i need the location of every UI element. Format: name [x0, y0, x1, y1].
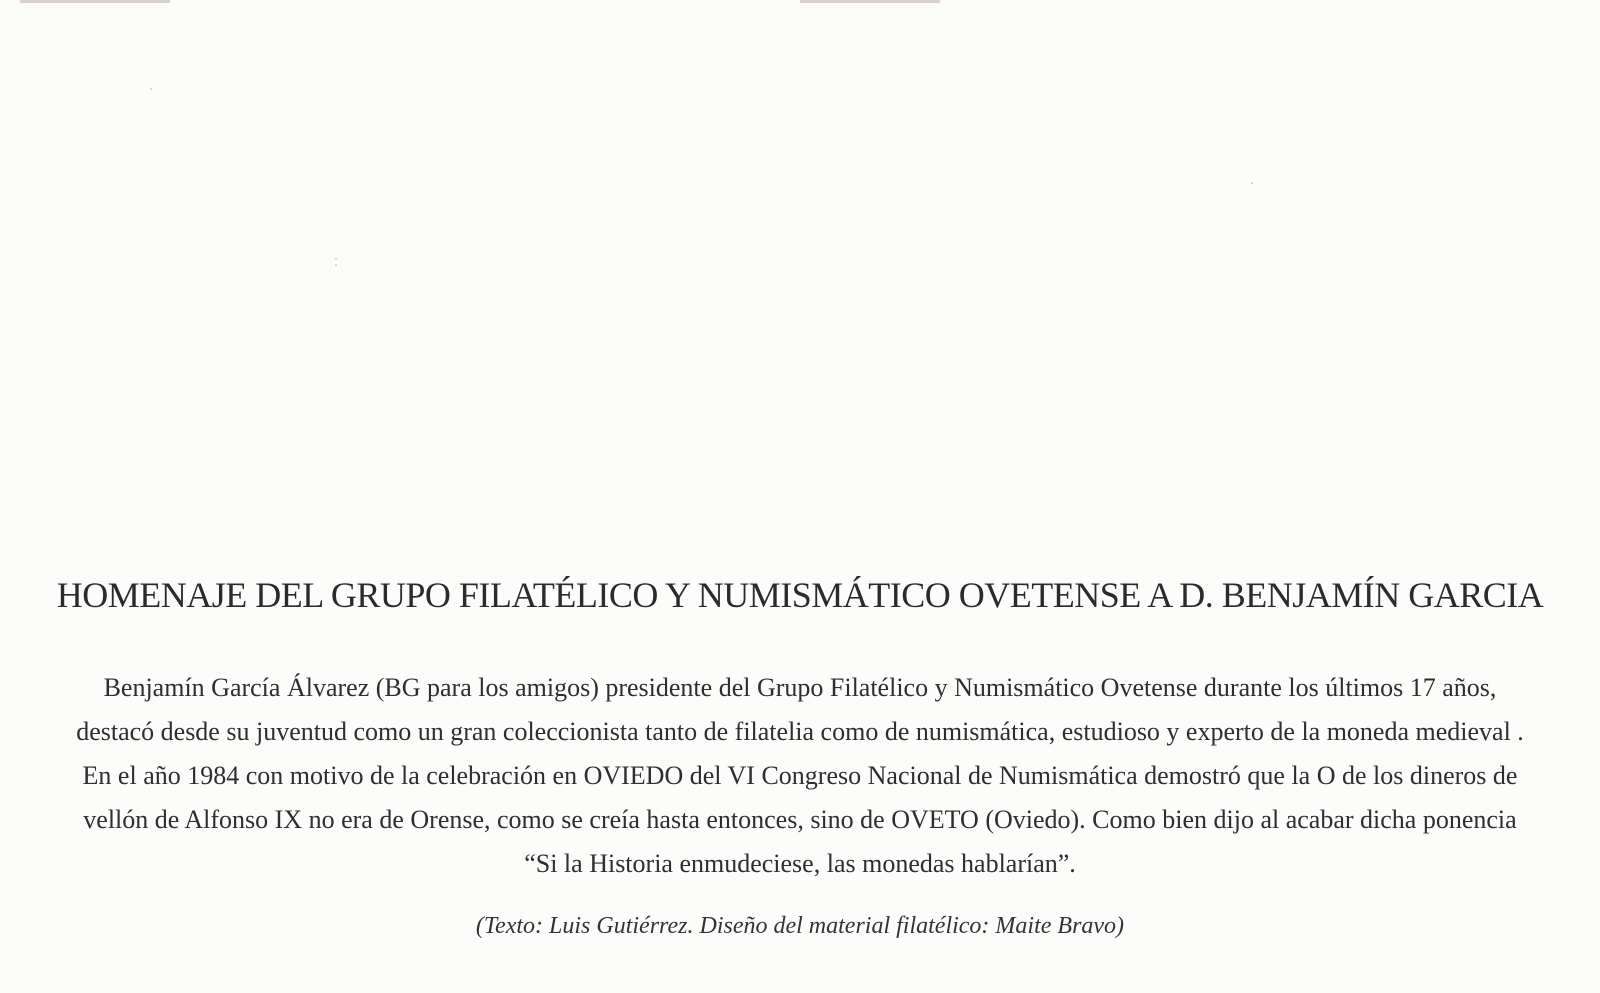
document-credit: (Texto: Luis Gutiérrez. Diseño del material filatélico: Maite Bravo)	[475, 913, 1125, 939]
scan-edge-mark	[20, 0, 170, 3]
scan-speck	[1251, 182, 1253, 184]
scan-speck	[150, 88, 152, 90]
scan-edge-mark	[800, 0, 940, 3]
document-title: HOMENAJE DEL GRUPO FILATÉLICO Y NUMISMÁTICO OVETENSE A D. BENJAMÍN GARCIA	[56, 575, 1544, 615]
scan-speck	[335, 264, 337, 266]
scan-speck	[335, 258, 337, 260]
document-body: Benjamín García Álvarez (BG para los amigos) presidente del Grupo Filatélico y Numismático Ovetense durante los últimos 17 años, destacó desde su juventud como un gran coleccionista tanto de filatelia como de numismática, estudioso y experto de la moneda medieval . En el año 1984 con motivo de la celebración en OVIEDO del VI Congreso Nacional de Numismática demostró que la O de los dineros de vellón de Alfonso IX no era de Orense, como se creía hasta entonces, sino de OVETO (Oviedo). Como bien dijo al acabar dicha ponencia “Si la Historia enmudeciese, las monedas hablarían”.	[76, 673, 1524, 878]
